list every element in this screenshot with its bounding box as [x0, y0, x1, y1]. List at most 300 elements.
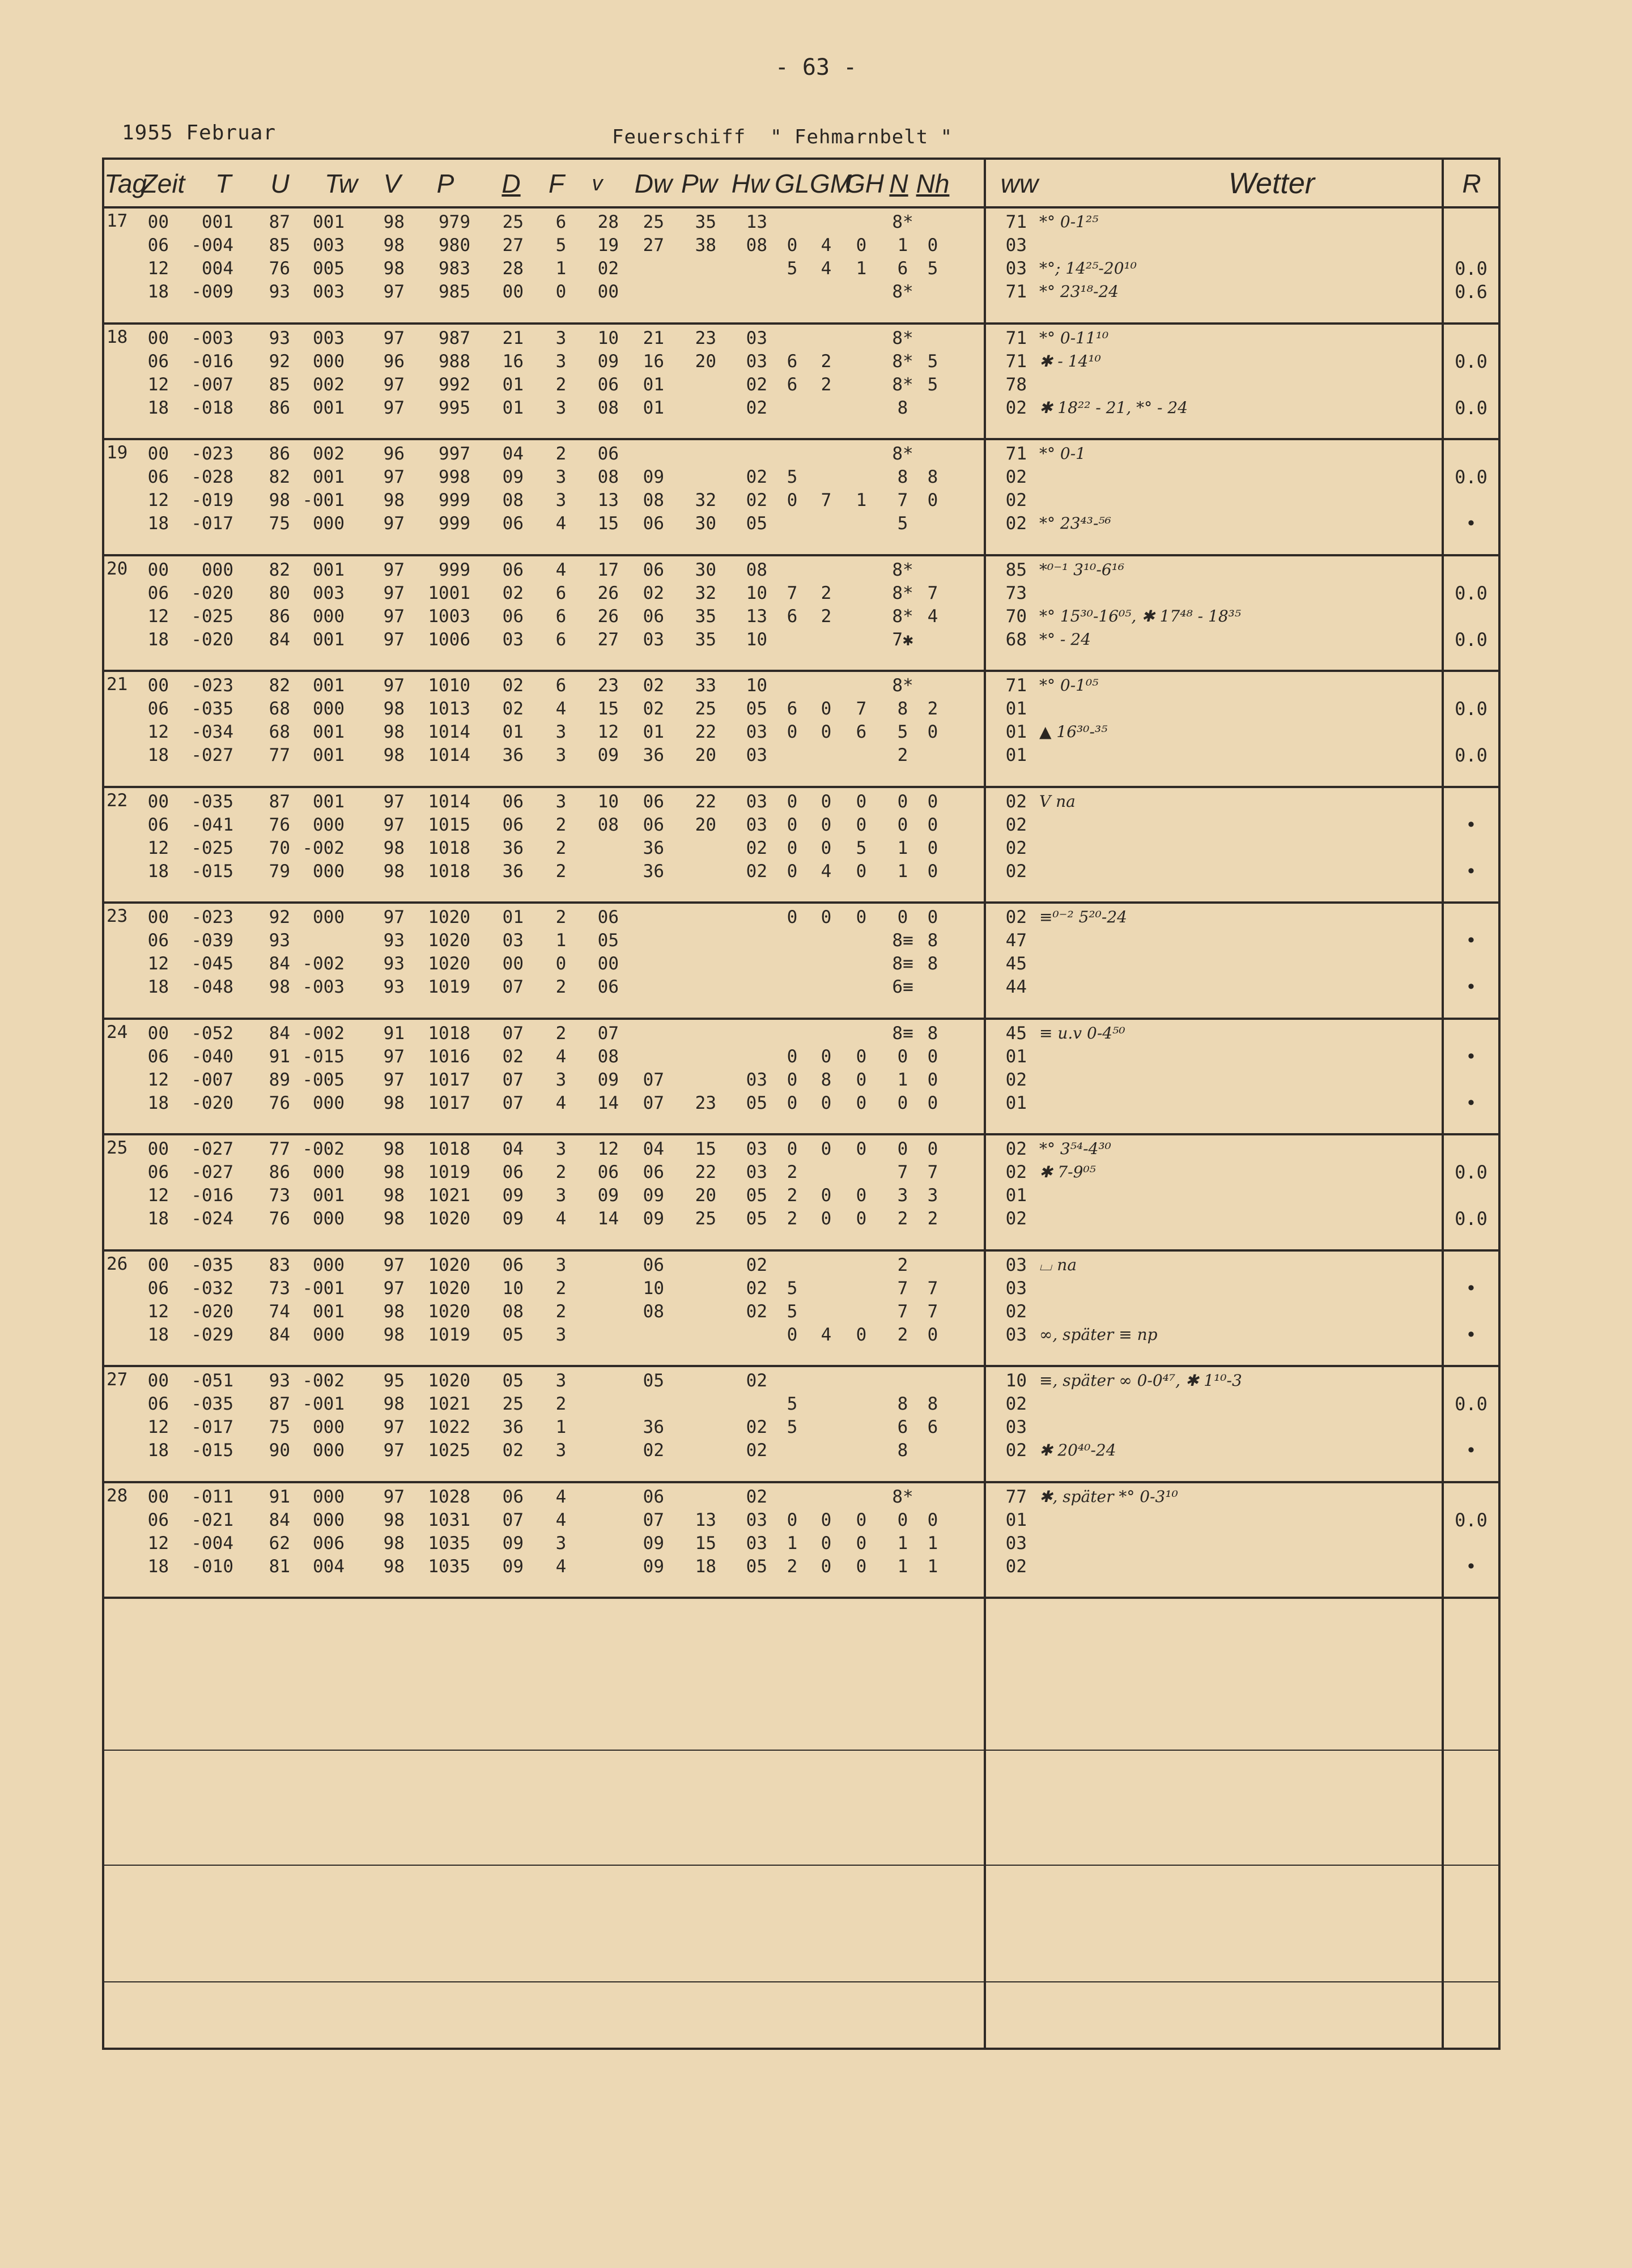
header-zeit: Zeit [141, 169, 185, 198]
cell-v: 06 [597, 977, 619, 997]
cell-zeit: 00 [147, 907, 169, 927]
header-f: F [548, 169, 565, 198]
cell-v: 10 [597, 791, 619, 812]
cell-pw: 20 [695, 745, 716, 765]
observation-row [104, 1509, 1498, 1531]
observation-row [104, 1161, 1498, 1184]
cell-wetter: ∞, später ≡ np [1039, 1325, 1158, 1344]
cell-ww: 45 [1005, 1023, 1027, 1044]
cell-n: 8 [897, 1440, 908, 1461]
cell-gh: 0 [856, 791, 867, 812]
cell-p: 1018 [428, 837, 470, 858]
cell-hw: 13 [746, 606, 767, 627]
cell-r: • [1465, 1277, 1477, 1299]
cell-p: 998 [439, 467, 470, 487]
header-p: P [436, 169, 454, 198]
cell-d: 07 [502, 1092, 524, 1113]
cell-tw: 000 [313, 1324, 345, 1345]
cell-p: 1018 [428, 861, 470, 882]
cell-tw: 003 [313, 282, 345, 302]
cell-zeit: 18 [147, 629, 169, 650]
cell-gm: 0 [821, 1046, 832, 1067]
day-divider [104, 670, 1498, 672]
cell-zeit: 00 [147, 212, 169, 232]
cell-ww: 03 [1005, 1417, 1027, 1437]
cell-r: • [1465, 1045, 1477, 1067]
observation-row [104, 234, 1498, 257]
cell-gh: 0 [856, 907, 867, 927]
cell-hw: 05 [746, 1185, 767, 1206]
observation-row [104, 790, 1498, 813]
cell-ww: 78 [1005, 374, 1027, 395]
cell-u: 81 [269, 1556, 290, 1577]
cell-hw: 02 [746, 1278, 767, 1299]
cell-hw: 03 [746, 1162, 767, 1182]
cell-u: 84 [269, 1023, 290, 1044]
cell-f: 3 [555, 722, 567, 742]
cell-p: 1025 [428, 1440, 470, 1461]
cell-f: 5 [555, 235, 567, 256]
cell-ww: 02 [1005, 1440, 1027, 1461]
cell-gm: 2 [821, 374, 832, 395]
cell-d: 07 [502, 1023, 524, 1044]
cell-ww: 01 [1005, 699, 1027, 719]
day-number: 23 [107, 906, 128, 926]
cell-pw: 20 [695, 1185, 716, 1206]
cell-n: 0 [897, 791, 908, 812]
cell-f: 1 [555, 1417, 567, 1437]
cell-t: -020 [191, 1092, 233, 1113]
cell-wetter: *⁰⁻¹ 3¹⁰-6¹⁶ [1039, 560, 1125, 579]
cell-zeit: 00 [147, 444, 169, 464]
cell-dw: 27 [643, 235, 664, 256]
cell-u: 76 [269, 814, 290, 835]
cell-gm: 0 [821, 1092, 832, 1113]
cell-p: 1022 [428, 1417, 470, 1437]
cell-t: -020 [191, 582, 233, 603]
cell-n: 6 [897, 258, 908, 279]
cell-gl: 0 [787, 791, 798, 812]
cell-ww: 01 [1005, 1092, 1027, 1113]
cell-v: 08 [597, 397, 619, 418]
cell-t: -007 [191, 1069, 233, 1090]
cell-f: 2 [555, 1162, 567, 1182]
cell-v: 17 [597, 559, 619, 580]
day-number: 19 [107, 442, 128, 463]
day-divider [104, 786, 1498, 788]
header-v-small: v [592, 172, 603, 195]
observation-row [104, 605, 1498, 628]
observation-row [104, 697, 1498, 720]
cell-n: 1 [897, 1533, 908, 1554]
empty-block-divider [104, 1865, 1498, 1866]
cell-gh: 0 [856, 1139, 867, 1159]
cell-v: 98 [383, 1533, 405, 1554]
cell-n: 8≡ [892, 954, 913, 974]
cell-dw: 36 [643, 745, 664, 765]
cell-d: 25 [502, 212, 524, 232]
cell-wetter: ▲ 16³⁰-³⁵ [1039, 722, 1108, 741]
cell-r: • [1465, 814, 1477, 836]
cell-n: 8* [892, 327, 913, 348]
cell-pw: 35 [695, 606, 716, 627]
cell-n: 7 [897, 1278, 908, 1299]
cell-f: 2 [555, 1278, 567, 1299]
cell-v: 93 [383, 977, 405, 997]
cell-v: 97 [383, 1069, 405, 1090]
cell-tw: 001 [313, 397, 345, 418]
cell-t: -019 [191, 490, 233, 510]
cell-pw: 15 [695, 1139, 716, 1159]
cell-ww: 71 [1005, 212, 1027, 232]
cell-v: 06 [597, 374, 619, 395]
cell-f: 3 [555, 1440, 567, 1461]
cell-tw: 000 [313, 1417, 345, 1437]
cell-t: -016 [191, 351, 233, 372]
cell-f: 3 [555, 490, 567, 510]
cell-zeit: 18 [147, 513, 169, 534]
cell-gh: 7 [856, 699, 867, 719]
cell-gl: 6 [787, 351, 798, 372]
cell-hw: 03 [746, 722, 767, 742]
cell-u: 86 [269, 444, 290, 464]
cell-r: • [1465, 930, 1477, 951]
observation-row [104, 1277, 1498, 1300]
cell-tw: -002 [302, 954, 345, 974]
cell-n: 0 [897, 907, 908, 927]
cell-zeit: 12 [147, 1533, 169, 1554]
cell-hw: 10 [746, 675, 767, 696]
cell-zeit: 06 [147, 582, 169, 603]
cell-pw: 23 [695, 327, 716, 348]
cell-t: -045 [191, 954, 233, 974]
cell-dw: 06 [643, 814, 664, 835]
cell-hw: 02 [746, 1440, 767, 1461]
cell-t: -025 [191, 837, 233, 858]
cell-t: -018 [191, 397, 233, 418]
cell-wetter: *° 0-1⁰⁵ [1039, 676, 1099, 695]
cell-nh: 0 [927, 1046, 938, 1067]
cell-v: 97 [383, 1486, 405, 1507]
cell-n: 0 [897, 1139, 908, 1159]
cell-p: 1020 [428, 907, 470, 927]
cell-nh: 0 [927, 907, 938, 927]
cell-ww: 71 [1005, 327, 1027, 348]
cell-t: 004 [202, 258, 233, 279]
cell-n: 8* [892, 444, 913, 464]
cell-u: 76 [269, 1092, 290, 1113]
cell-zeit: 00 [147, 791, 169, 812]
cell-f: 2 [555, 907, 567, 927]
cell-tw: 001 [313, 559, 345, 580]
cell-d: 36 [502, 861, 524, 882]
cell-ww: 02 [1005, 1301, 1027, 1322]
cell-f: 4 [555, 559, 567, 580]
cell-t: -007 [191, 374, 233, 395]
cell-r: 0.0 [1455, 350, 1488, 372]
cell-u: 77 [269, 745, 290, 765]
cell-gm: 2 [821, 351, 832, 372]
cell-f: 3 [555, 1139, 567, 1159]
day-divider [104, 901, 1498, 904]
cell-n: 1 [897, 1069, 908, 1090]
cell-tw: -001 [302, 1278, 345, 1299]
cell-zeit: 12 [147, 1069, 169, 1090]
cell-zeit: 18 [147, 1324, 169, 1345]
cell-u: 83 [269, 1254, 290, 1275]
cell-r: 0.0 [1455, 1208, 1488, 1229]
cell-dw: 06 [643, 513, 664, 534]
observation-row [104, 1416, 1498, 1439]
cell-d: 04 [502, 444, 524, 464]
cell-wetter: ⌴ na [1039, 1255, 1077, 1274]
observation-row [104, 1486, 1498, 1508]
cell-pw: 35 [695, 212, 716, 232]
cell-n: 1 [897, 1556, 908, 1577]
cell-v: 97 [383, 282, 405, 302]
cell-f: 1 [555, 258, 567, 279]
cell-tw: -003 [302, 977, 345, 997]
cell-nh: 6 [927, 1417, 938, 1437]
cell-v: 98 [383, 1301, 405, 1322]
cell-gl: 1 [787, 1533, 798, 1554]
cell-v: 97 [383, 327, 405, 348]
cell-t: -035 [191, 1254, 233, 1275]
cell-zeit: 12 [147, 490, 169, 510]
cell-tw: 000 [313, 1162, 345, 1182]
cell-ww: 71 [1005, 675, 1027, 696]
observation-row [104, 582, 1498, 605]
cell-gh: 0 [856, 1324, 867, 1345]
cell-nh: 7 [927, 1162, 938, 1182]
cell-dw: 10 [643, 1278, 664, 1299]
cell-dw: 05 [643, 1371, 664, 1391]
observation-row [104, 1138, 1498, 1160]
cell-v: 06 [597, 444, 619, 464]
cell-f: 4 [555, 1209, 567, 1229]
cell-nh: 5 [927, 258, 938, 279]
cell-p: 999 [439, 513, 470, 534]
empty-block-divider [104, 1750, 1498, 1751]
cell-gl: 7 [787, 582, 798, 603]
cell-dw: 02 [643, 1440, 664, 1461]
cell-gm: 2 [821, 606, 832, 627]
cell-v: 96 [383, 351, 405, 372]
cell-v: 98 [383, 722, 405, 742]
observation-row [104, 1439, 1498, 1462]
cell-t: -009 [191, 282, 233, 302]
cell-n: 2 [897, 1324, 908, 1345]
cell-dw: 01 [643, 397, 664, 418]
cell-u: 84 [269, 629, 290, 650]
cell-v: 23 [597, 675, 619, 696]
cell-tw: 004 [313, 1556, 345, 1577]
cell-tw: 001 [313, 212, 345, 232]
cell-d: 06 [502, 513, 524, 534]
cell-tw: 003 [313, 582, 345, 603]
cell-v: 96 [383, 444, 405, 464]
cell-ww: 01 [1005, 722, 1027, 742]
cell-p: 983 [439, 258, 470, 279]
cell-ww: 02 [1005, 513, 1027, 534]
cell-wetter: ✱, später *° 0-3¹⁰ [1039, 1487, 1178, 1506]
cell-gm: 0 [821, 1509, 832, 1530]
cell-tw: 000 [313, 699, 345, 719]
cell-pw: 15 [695, 1533, 716, 1554]
cell-gl: 5 [787, 1278, 798, 1299]
cell-gh: 0 [856, 1509, 867, 1530]
cell-dw: 03 [643, 629, 664, 650]
cell-ww: 02 [1005, 1209, 1027, 1229]
cell-t: -020 [191, 1301, 233, 1322]
cell-d: 00 [502, 954, 524, 974]
cell-f: 3 [555, 791, 567, 812]
cell-n: 0 [897, 1092, 908, 1113]
cell-zeit: 00 [147, 1254, 169, 1275]
cell-f: 3 [555, 1069, 567, 1090]
cell-gm: 0 [821, 1209, 832, 1229]
cell-zeit: 00 [147, 675, 169, 696]
header-gl: GL [775, 169, 810, 198]
observation-row [104, 1207, 1498, 1230]
cell-u: 76 [269, 1209, 290, 1229]
cell-d: 06 [502, 814, 524, 835]
cell-p: 1020 [428, 930, 470, 951]
day-number: 25 [107, 1138, 128, 1158]
cell-gm: 0 [821, 1185, 832, 1206]
day-number: 28 [107, 1485, 128, 1506]
cell-f: 2 [555, 837, 567, 858]
cell-zeit: 00 [147, 327, 169, 348]
cell-nh: 0 [927, 1092, 938, 1113]
cell-dw: 09 [643, 1556, 664, 1577]
cell-wetter: *° 0-1²⁵ [1039, 212, 1099, 231]
cell-d: 05 [502, 1371, 524, 1391]
cell-u: 98 [269, 977, 290, 997]
day-group [104, 555, 1498, 671]
header-tw: Tw [325, 169, 358, 198]
observation-row [104, 1045, 1498, 1068]
cell-u: 77 [269, 1139, 290, 1159]
cell-pw: 22 [695, 791, 716, 812]
day-group [104, 903, 1498, 1019]
cell-v: 08 [597, 467, 619, 487]
cell-f: 3 [555, 1254, 567, 1275]
cell-v: 14 [597, 1092, 619, 1113]
cell-ww: 03 [1005, 1278, 1027, 1299]
cell-v: 97 [383, 374, 405, 395]
cell-ww: 73 [1005, 582, 1027, 603]
cell-zeit: 06 [147, 1162, 169, 1182]
cell-nh: 7 [927, 1278, 938, 1299]
cell-d: 36 [502, 745, 524, 765]
cell-hw: 03 [746, 1139, 767, 1159]
cell-p: 1015 [428, 814, 470, 835]
cell-r: • [1465, 513, 1477, 534]
cell-d: 27 [502, 235, 524, 256]
cell-d: 28 [502, 258, 524, 279]
cell-v: 12 [597, 722, 619, 742]
cell-dw: 07 [643, 1092, 664, 1113]
cell-wetter: *° 23¹⁸-24 [1039, 282, 1119, 301]
cell-n: 8≡ [892, 1023, 913, 1044]
cell-nh: 0 [927, 722, 938, 742]
cell-ww: 02 [1005, 1556, 1027, 1577]
cell-tw: 001 [313, 1185, 345, 1206]
cell-u: 84 [269, 1509, 290, 1530]
cell-t: -023 [191, 444, 233, 464]
cell-zeit: 18 [147, 977, 169, 997]
observation-row [104, 1300, 1498, 1323]
cell-d: 07 [502, 1069, 524, 1090]
cell-d: 09 [502, 1209, 524, 1229]
cell-dw: 09 [643, 467, 664, 487]
cell-u: 68 [269, 699, 290, 719]
cell-pw: 22 [695, 722, 716, 742]
cell-tw: -002 [302, 1139, 345, 1159]
cell-p: 1020 [428, 954, 470, 974]
cell-dw: 01 [643, 722, 664, 742]
cell-gl: 5 [787, 1301, 798, 1322]
cell-u: 86 [269, 397, 290, 418]
cell-ww: 02 [1005, 814, 1027, 835]
cell-gm: 4 [821, 861, 832, 882]
observation-row [104, 628, 1498, 651]
cell-u: 93 [269, 282, 290, 302]
cell-t: -015 [191, 861, 233, 882]
cell-f: 4 [555, 1486, 567, 1507]
cell-n: 2 [897, 1254, 908, 1275]
cell-zeit: 00 [147, 1371, 169, 1391]
day-group [104, 1134, 1498, 1250]
observation-row [104, 1369, 1498, 1392]
cell-p: 988 [439, 351, 470, 372]
cell-d: 00 [502, 282, 524, 302]
cell-nh: 7 [927, 582, 938, 603]
cell-tw: -005 [302, 1069, 345, 1090]
cell-nh: 0 [927, 791, 938, 812]
observation-row [104, 721, 1498, 743]
cell-zeit: 12 [147, 258, 169, 279]
cell-gh: 0 [856, 1556, 867, 1577]
cell-f: 3 [555, 1533, 567, 1554]
cell-d: 01 [502, 397, 524, 418]
observation-row [104, 814, 1498, 836]
cell-hw: 03 [746, 1069, 767, 1090]
observation-row [104, 1092, 1498, 1114]
cell-zeit: 06 [147, 814, 169, 835]
cell-nh: 4 [927, 606, 938, 627]
cell-hw: 02 [746, 1486, 767, 1507]
observation-row [104, 466, 1498, 488]
cell-r: 0.0 [1455, 582, 1488, 604]
cell-t: -027 [191, 1162, 233, 1182]
cell-gl: 0 [787, 814, 798, 835]
cell-dw: 36 [643, 1417, 664, 1437]
cell-pw: 18 [695, 1556, 716, 1577]
cell-gl: 2 [787, 1556, 798, 1577]
cell-tw: 000 [313, 351, 345, 372]
cell-ww: 01 [1005, 1185, 1027, 1206]
cell-t: -023 [191, 675, 233, 696]
cell-v: 98 [383, 235, 405, 256]
cell-zeit: 06 [147, 1509, 169, 1530]
cell-gl: 2 [787, 1209, 798, 1229]
cell-gl: 0 [787, 1069, 798, 1090]
cell-t: -048 [191, 977, 233, 997]
cell-d: 36 [502, 837, 524, 858]
cell-gh: 0 [856, 861, 867, 882]
